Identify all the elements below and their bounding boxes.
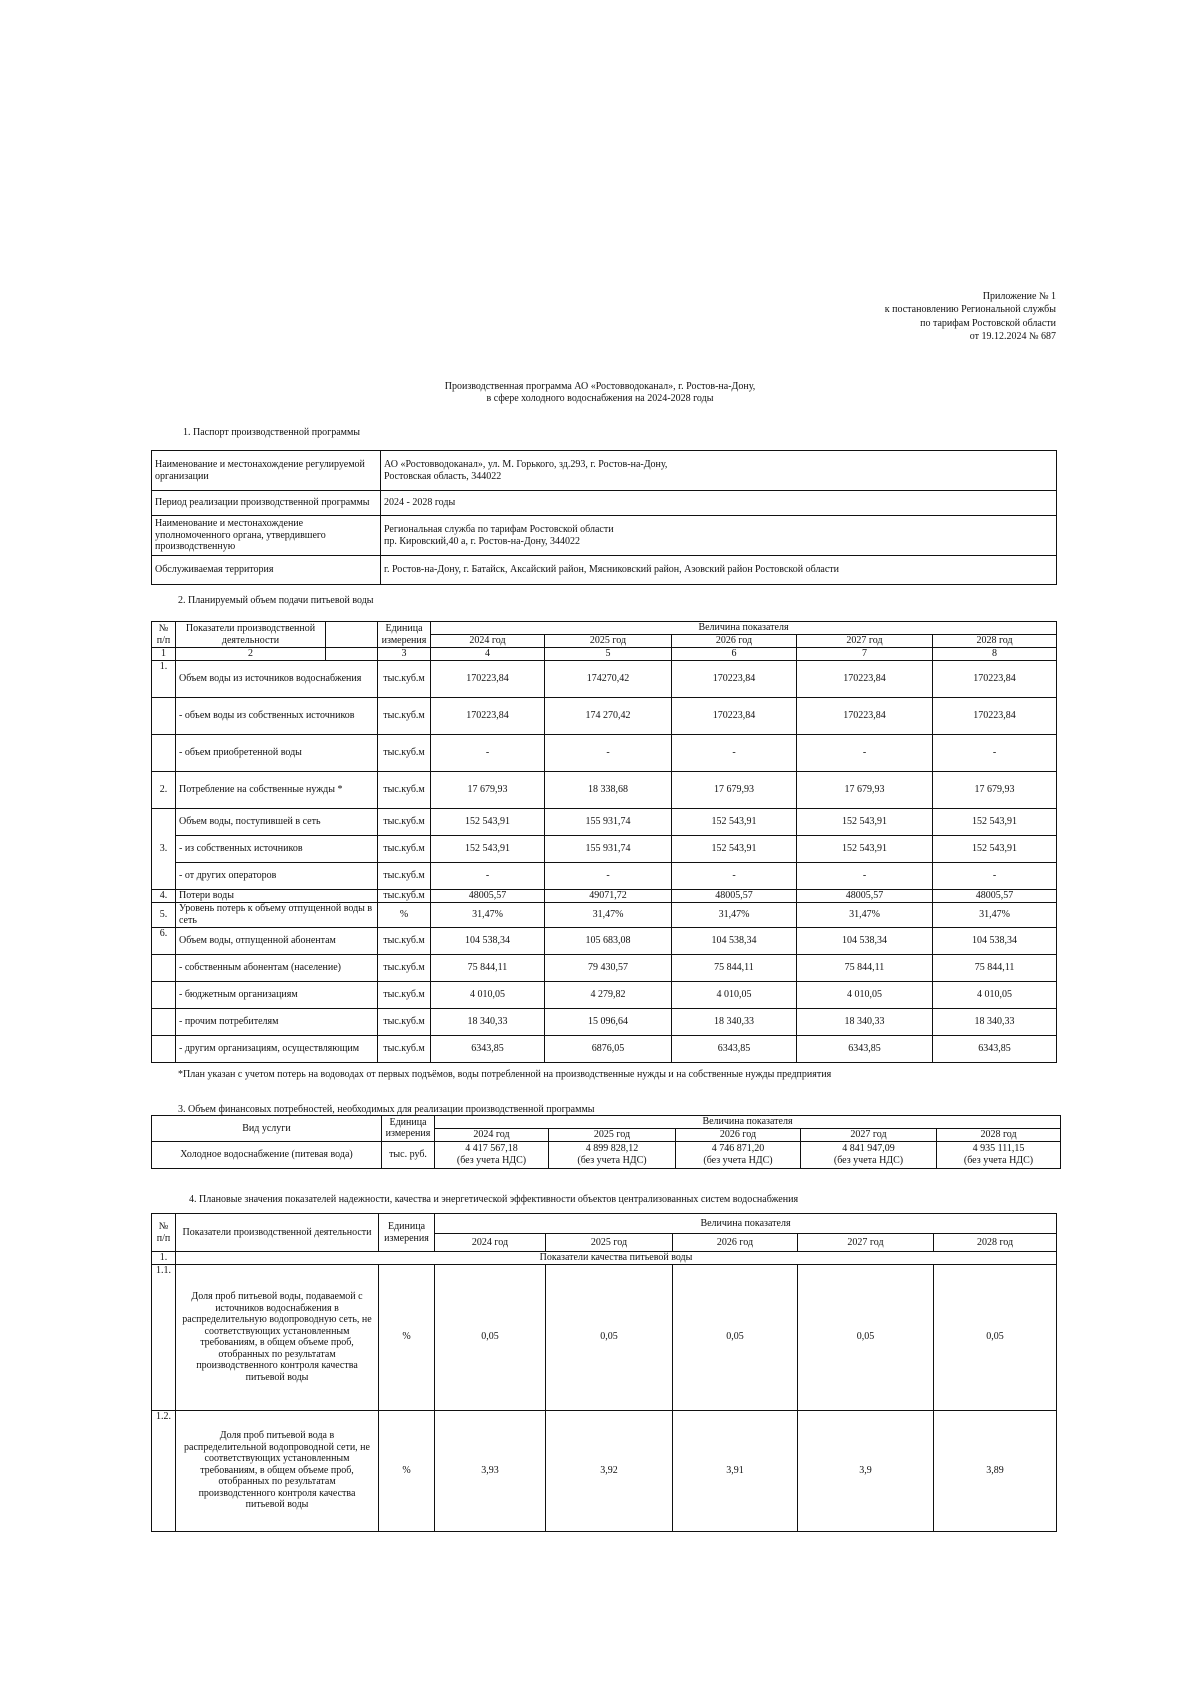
row-name: Доля проб питьевой воды, подаваемой с источников водоснабжения в распределительную водопроводную сеть, не соответствующих установленным требованиям, в общем объеме проб, отобранных по результатам производственного контроля качества питьевой воды	[176, 1264, 379, 1410]
header-row	[152, 622, 1057, 635]
title-line: Производственная программа АО «Ростовводоканал», г. Ростов-на-Дону,	[444, 381, 756, 392]
appendix-line: от 19.12.2024 № 687	[969, 330, 1056, 342]
row-value: 0,05	[934, 1264, 1057, 1410]
header-year: 2024 год	[435, 1234, 546, 1252]
row-value: 3,93	[435, 1410, 546, 1531]
row-value: 15 096,64	[545, 1008, 672, 1035]
row-name: - от других операторов	[176, 862, 378, 889]
row-unit: тыс.куб.м	[378, 660, 431, 697]
row-name: Потери воды	[176, 889, 378, 902]
value-note: (без учета НДС)	[833, 1154, 904, 1166]
row-value: 75 844,11	[797, 954, 933, 981]
row-value	[435, 1141, 549, 1168]
row-value: 152 543,91	[797, 835, 933, 862]
row-value: -	[431, 862, 545, 889]
row-value: 170223,84	[431, 660, 545, 697]
row-value: 17 679,93	[672, 771, 797, 808]
header-year: 2027 год	[801, 1129, 937, 1142]
value-amount: 4 841 947,09	[842, 1143, 895, 1154]
row-unit: тыс.куб.м	[378, 771, 431, 808]
table-row	[152, 491, 1057, 516]
row-name: - другим организациям, осуществляющим	[176, 1035, 378, 1062]
value-line: пр. Кировский,40 а, г. Ростов-на-Дону, 344022	[384, 535, 581, 547]
row-num: 3.	[152, 808, 176, 889]
section-heading: 3. Объем финансовых потребностей, необходимых для реализации производственной программы	[178, 1104, 595, 1115]
colnum: 2	[176, 648, 326, 661]
header-value: Величина показателя	[435, 1116, 1061, 1129]
table-row	[152, 889, 1057, 902]
row-value: 6343,85	[797, 1035, 933, 1062]
row-unit: тыс.куб.м	[378, 734, 431, 771]
row-value: -	[933, 734, 1057, 771]
group-row	[152, 1252, 1057, 1265]
table-row	[152, 808, 1057, 835]
row-value: 104 538,34	[797, 927, 933, 954]
row-value: 18 338,68	[545, 771, 672, 808]
cell-value	[381, 451, 1057, 491]
colnum: 7	[797, 648, 933, 661]
finance-table	[151, 1115, 1061, 1169]
value-note: (без учета НДС)	[963, 1154, 1034, 1166]
row-value: 31,47%	[672, 902, 797, 927]
value-amount: 4 417 567,18	[465, 1143, 518, 1154]
row-value	[801, 1141, 937, 1168]
row-num: 6.	[152, 927, 176, 954]
row-value: 3,89	[934, 1410, 1057, 1531]
colnum: 4	[431, 648, 545, 661]
cell-label: Наименование и местонахождение уполномоченного органа, утвердившего производственную	[152, 516, 381, 556]
section-heading: 4. Плановые значения показателей надежности, качества и энергетической эффективности объектов централизованных систем водоснабжения	[189, 1194, 799, 1205]
value-note: (без учета НДС)	[456, 1154, 527, 1166]
row-unit: тыс.куб.м	[378, 1008, 431, 1035]
group-num: 1.	[152, 1252, 176, 1265]
row-value: 48005,57	[797, 889, 933, 902]
row-value: 4 010,05	[797, 981, 933, 1008]
row-value: 17 679,93	[933, 771, 1057, 808]
table-row	[152, 516, 1057, 556]
row-value: 152 543,91	[797, 808, 933, 835]
row-value: 104 538,34	[933, 927, 1057, 954]
appendix-line: по тарифам Ростовской области	[920, 317, 1056, 329]
row-value: 75 844,11	[933, 954, 1057, 981]
footnote: *План указан с учетом потерь на водоводах от первых подъёмов, воды потребленной на производственные нужды и на собственные нужды предприятия	[178, 1069, 832, 1080]
table-row	[152, 902, 1057, 927]
header-unit: Единица измерения	[378, 622, 431, 648]
row-num	[152, 981, 176, 1008]
row-name: Уровень потерь к объему отпущенной воды в сеть	[176, 902, 378, 927]
cell-label: Период реализации производственной программы	[152, 491, 381, 516]
header-num: № п/п	[152, 1214, 176, 1252]
header-year: 2025 год	[549, 1129, 676, 1142]
row-value: 49071,72	[545, 889, 672, 902]
cell-value	[381, 516, 1057, 556]
row-name: - объем приобретенной воды	[176, 734, 378, 771]
value-note: (без учета НДС)	[577, 1154, 647, 1166]
row-value: 18 340,33	[672, 1008, 797, 1035]
cell-label: Наименование и местонахождение регулируемой организации	[152, 451, 381, 491]
row-num	[152, 734, 176, 771]
row-value: 31,47%	[545, 902, 672, 927]
colnum: 1	[152, 648, 176, 661]
row-value: 105 683,08	[545, 927, 672, 954]
row-value: 0,05	[435, 1264, 546, 1410]
row-value: 3,92	[546, 1410, 673, 1531]
row-value: -	[672, 862, 797, 889]
table-row	[152, 1008, 1057, 1035]
row-value: 4 010,05	[672, 981, 797, 1008]
header-year: 2028 год	[933, 635, 1057, 648]
row-value: 170223,84	[933, 660, 1057, 697]
row-value: 18 340,33	[933, 1008, 1057, 1035]
row-unit: тыс.куб.м	[378, 954, 431, 981]
header-row	[152, 1214, 1057, 1234]
header-year: 2026 год	[673, 1234, 798, 1252]
header-service: Вид услуги	[152, 1116, 382, 1142]
header-num: № п/п	[152, 622, 176, 648]
row-value: 152 543,91	[933, 808, 1057, 835]
row-num: 1.1.	[152, 1264, 176, 1410]
header-value: Величина показателя	[435, 1214, 1057, 1234]
appendix-line: Приложение № 1	[982, 291, 1056, 302]
row-value: -	[545, 734, 672, 771]
row-value: 104 538,34	[672, 927, 797, 954]
colnum: 3	[378, 648, 431, 661]
row-value: 3,9	[798, 1410, 934, 1531]
table-row	[152, 1141, 1061, 1168]
row-name: - объем воды из собственных источников	[176, 697, 378, 734]
row-value: 18 340,33	[797, 1008, 933, 1035]
row-name: - бюджетным организациям	[176, 981, 378, 1008]
section-heading: 1. Паспорт производственной программы	[183, 427, 361, 438]
row-name: - собственным абонентам (население)	[176, 954, 378, 981]
table-row	[152, 734, 1057, 771]
appendix-block	[760, 290, 1056, 343]
table-row	[152, 1410, 1057, 1531]
row-value: 31,47%	[431, 902, 545, 927]
row-name: Объем воды, поступившей в сеть	[176, 808, 378, 835]
row-value: 170223,84	[431, 697, 545, 734]
row-value: -	[431, 734, 545, 771]
row-value: 0,05	[798, 1264, 934, 1410]
row-value: 48005,57	[431, 889, 545, 902]
row-value: 152 543,91	[933, 835, 1057, 862]
row-num: 1.	[152, 660, 176, 697]
row-name: Доля проб питьевой вода в распределительной водопроводной сети, не соответствующих установленным требованиям, в общем объеме проб, отобранных по результатам производстенного контроля качества питьевой воды	[176, 1410, 379, 1531]
row-value: 152 543,91	[431, 808, 545, 835]
table-row	[152, 697, 1057, 734]
table-row	[152, 1035, 1057, 1062]
header-indicator: Показатели производственной деятельности	[176, 1214, 379, 1252]
group-name: Показатели качества питьевой воды	[176, 1252, 1057, 1265]
table-row	[152, 981, 1057, 1008]
value-amount: 4 746 871,20	[711, 1143, 765, 1154]
row-value: 75 844,11	[672, 954, 797, 981]
row-value: 152 543,91	[431, 835, 545, 862]
row-value: 155 931,74	[545, 835, 672, 862]
row-value: 48005,57	[933, 889, 1057, 902]
row-value: 174 270,42	[545, 697, 672, 734]
row-value: 3,91	[673, 1410, 798, 1531]
row-value	[549, 1141, 676, 1168]
row-value: 104 538,34	[431, 927, 545, 954]
row-name: - из собственных источников	[176, 835, 378, 862]
row-name: - прочим потребителям	[176, 1008, 378, 1035]
table-row	[152, 451, 1057, 491]
colnum-row	[152, 648, 1057, 661]
header-unit: Единица измерения	[379, 1214, 435, 1252]
volume-table	[151, 621, 1057, 1063]
cell-label: Обслуживаемая территория	[152, 556, 381, 585]
row-num	[152, 697, 176, 734]
value-amount: 4 899 828,12	[585, 1143, 639, 1154]
row-value: 170223,84	[797, 697, 933, 734]
row-value: 48005,57	[672, 889, 797, 902]
header-year: 2024 год	[431, 635, 545, 648]
passport-table	[151, 450, 1057, 585]
row-value: -	[933, 862, 1057, 889]
row-num	[152, 1035, 176, 1062]
header-unit: Единица измерения	[382, 1116, 435, 1142]
table-row	[152, 927, 1057, 954]
row-num	[152, 954, 176, 981]
row-num: 5.	[152, 902, 176, 927]
row-value: 18 340,33	[431, 1008, 545, 1035]
value-line: Региональная служба по тарифам Ростовской области	[384, 524, 614, 535]
value-line: Ростовская область, 344022	[384, 470, 502, 482]
row-value	[676, 1141, 801, 1168]
row-unit: тыс.куб.м	[378, 981, 431, 1008]
quality-table	[151, 1213, 1057, 1532]
header-value: Величина показателя	[431, 622, 1057, 635]
row-value: 6343,85	[933, 1035, 1057, 1062]
row-unit: %	[379, 1410, 435, 1531]
row-value: 152 543,91	[672, 835, 797, 862]
colnum: 5	[545, 648, 672, 661]
row-value: 170223,84	[672, 697, 797, 734]
row-value: 31,47%	[933, 902, 1057, 927]
colnum: 8	[933, 648, 1057, 661]
table-row	[152, 660, 1057, 697]
row-value: 17 679,93	[431, 771, 545, 808]
row-value: 6343,85	[672, 1035, 797, 1062]
row-value: -	[672, 734, 797, 771]
table-row	[152, 835, 1057, 862]
header-indicator: Показатели производственной деятельности	[176, 622, 326, 648]
value-amount: 4 935 111,15	[972, 1143, 1025, 1154]
row-num: 1.2.	[152, 1410, 176, 1531]
appendix-line: к постановлению Региональной службы	[884, 304, 1056, 316]
table-row	[152, 1264, 1057, 1410]
cell-value: 2024 - 2028 годы	[381, 491, 1057, 516]
row-value: -	[797, 862, 933, 889]
row-unit: %	[379, 1264, 435, 1410]
row-num: 2.	[152, 771, 176, 808]
row-value: 6343,85	[431, 1035, 545, 1062]
row-value: 4 010,05	[933, 981, 1057, 1008]
header-year: 2025 год	[545, 635, 672, 648]
row-unit: %	[378, 902, 431, 927]
row-value: 17 679,93	[797, 771, 933, 808]
row-value: 31,47%	[797, 902, 933, 927]
row-value: 4 010,05	[431, 981, 545, 1008]
row-name: Потребление на собственные нужды *	[176, 771, 378, 808]
row-value: 0,05	[673, 1264, 798, 1410]
row-value: 4 279,82	[545, 981, 672, 1008]
header-year: 2025 год	[546, 1234, 673, 1252]
row-value: 170223,84	[672, 660, 797, 697]
row-num	[152, 1008, 176, 1035]
header-row	[152, 1116, 1061, 1129]
table-row	[152, 954, 1057, 981]
row-name: Объем воды из источников водоснабжения	[176, 660, 378, 697]
row-unit: тыс.куб.м	[378, 697, 431, 734]
section-heading: 2. Планируемый объем подачи питьевой воды	[178, 595, 374, 606]
row-unit: тыс. руб.	[382, 1141, 435, 1168]
value-line: АО «Ростовводоканал», ул. М. Горького, зд.293, г. Ростов-на-Дону,	[384, 459, 668, 470]
header-year: 2027 год	[798, 1234, 934, 1252]
row-value: 170223,84	[797, 660, 933, 697]
header-year: 2028 год	[937, 1129, 1061, 1142]
row-value: 75 844,11	[431, 954, 545, 981]
row-name: Объем воды, отпущенной абонентам	[176, 927, 378, 954]
cell-value: г. Ростов-на-Дону, г. Батайск, Аксайский район, Мясниковский район, Азовский район Ростовской области	[381, 556, 1057, 585]
colnum-blank	[326, 648, 378, 661]
row-value: 174270,42	[545, 660, 672, 697]
header-year: 2024 год	[435, 1129, 549, 1142]
row-value: 0,05	[546, 1264, 673, 1410]
table-row	[152, 771, 1057, 808]
row-unit: тыс.куб.м	[378, 1035, 431, 1062]
row-num: 4.	[152, 889, 176, 902]
row-value: 79 430,57	[545, 954, 672, 981]
row-value: 6876,05	[545, 1035, 672, 1062]
header-year: 2028 год	[934, 1234, 1057, 1252]
row-unit: тыс.куб.м	[378, 835, 431, 862]
row-unit: тыс.куб.м	[378, 927, 431, 954]
colnum: 6	[672, 648, 797, 661]
row-value	[937, 1141, 1061, 1168]
table-row	[152, 862, 1057, 889]
header-year: 2026 год	[672, 635, 797, 648]
row-value: 155 931,74	[545, 808, 672, 835]
header-blank	[326, 622, 378, 648]
row-value: -	[545, 862, 672, 889]
row-unit: тыс.куб.м	[378, 862, 431, 889]
row-value: 170223,84	[933, 697, 1057, 734]
row-unit: тыс.куб.м	[378, 808, 431, 835]
row-unit: тыс.куб.м	[378, 889, 431, 902]
header-year: 2027 год	[797, 635, 933, 648]
row-value: 152 543,91	[672, 808, 797, 835]
row-service: Холодное водоснабжение (питевая вода)	[152, 1141, 382, 1168]
title-line: в сфере холодного водоснабжения на 2024-2028 годы	[486, 393, 714, 404]
table-row	[152, 556, 1057, 585]
header-year: 2026 год	[676, 1129, 801, 1142]
document-title	[300, 381, 900, 405]
row-value: -	[797, 734, 933, 771]
value-note: (без учета НДС)	[703, 1154, 773, 1166]
